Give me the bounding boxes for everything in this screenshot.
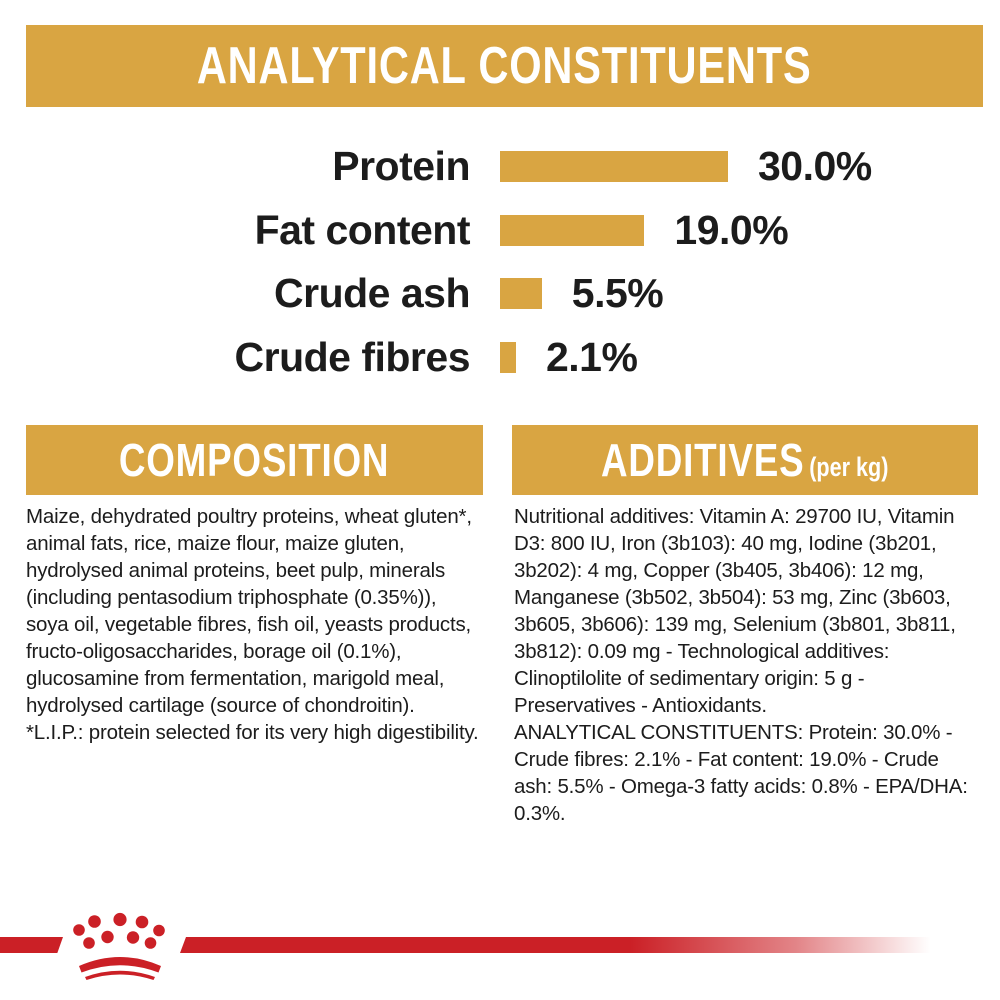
chart-row [0, 262, 1000, 326]
composition-footnote: *L.I.P.: protein selected for its very high digestibility. [26, 721, 479, 744]
composition-text: Maize, dehydrated poultry proteins, wheat gluten*, animal fats, rice, maize flour, maize gluten, hydrolysed animal proteins, beet pulp, minerals (including pentasodium triphosphate (0.35%)), soya oil, vegetable fibres, fish oil, yeasts products, fructo-oligosaccharides, borage oil (0.1%), glucosamine from fermentation, marigold meal, hydrolysed cartilage (source of chondroitin). [26, 505, 472, 717]
chart-category-label: Protein [332, 143, 470, 190]
composition-heading: COMPOSITION [119, 434, 390, 486]
additives-body [512, 503, 978, 827]
chart-value-label: 19.0% [674, 206, 789, 253]
analytical-constituents-title: ANALYTICAL CONSTITUENTS [197, 37, 812, 95]
chart-bar [500, 215, 644, 246]
additives-heading-main: ADDITIVES [601, 434, 805, 486]
additives-heading-suffix: (per kg) [809, 452, 889, 482]
chart-value-label: 2.1% [545, 333, 638, 380]
footer-red-band-right [180, 937, 970, 953]
chart-value-label: 30.0% [758, 143, 872, 190]
chart-category-label: Crude fibres [234, 333, 470, 380]
analytical-constituents-banner [26, 25, 983, 107]
composition-body [26, 503, 484, 746]
chart-value-label: 5.5% [571, 270, 664, 317]
additives-banner [512, 425, 978, 495]
additives-text: Nutritional additives: Vitamin A: 29700 IU, Vitamin D3: 800 IU, Iron (3b103): 40 mg, Iodine (3b201, 3b202): 4 mg, Copper (3b405, 3b406): 12 mg, Manganese (3b502, 3b504): 53 mg, Zinc (3b603, 3b605, 3b606): 139 mg, Selenium (3b801, 3b811, 3b812): 0.09 mg - Technological additives: Clinoptilolite of sedimentary origin: 5 g - Preservatives - Antioxidants. [514, 505, 956, 717]
chart-row [0, 135, 1000, 199]
royal-canin-crown-logo [72, 910, 168, 980]
additives-heading [601, 433, 889, 487]
chart-category-label: Fat content [254, 206, 470, 253]
composition-section [26, 425, 484, 746]
composition-banner [26, 425, 483, 495]
chart-bar [500, 151, 728, 182]
additives-section [512, 425, 978, 827]
additives-analytical-text: ANALYTICAL CONSTITUENTS: Protein: 30.0% - Crude fibres: 2.1% - Fat content: 19.0% - Crude ash: 5.5% - Omega-3 fatty acids: 0.8% - EPA/DHA: 0.3%. [514, 721, 968, 825]
chart-category-label: Crude ash [274, 270, 470, 317]
analytical-constituents-chart [0, 135, 1000, 389]
chart-row [0, 199, 1000, 263]
chart-row [0, 326, 1000, 390]
footer-red-band-left [0, 937, 63, 953]
chart-bar [500, 342, 516, 373]
chart-bar [500, 278, 542, 309]
